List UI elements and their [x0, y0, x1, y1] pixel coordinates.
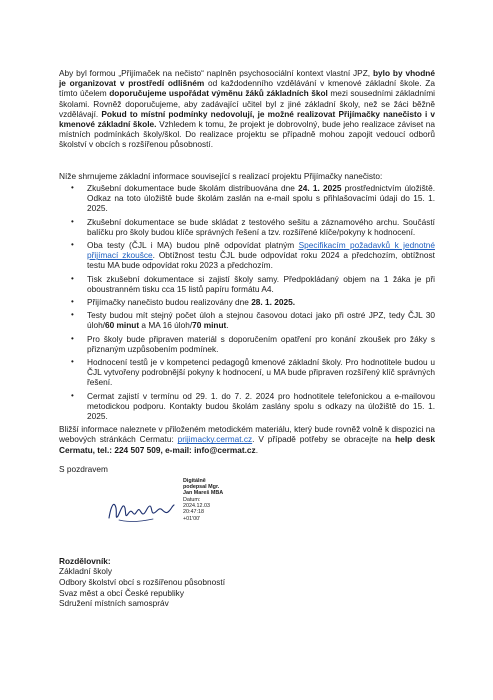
text-run: prostřednictvím úložiště. Odkaz na toto úložiště bude školám zaslán na e-mail spolu s přihlašovacími údaji do 15. 1. 2025.	[87, 183, 435, 214]
recipient-item: Základní školy	[59, 566, 113, 577]
signature-line: Digitálně	[183, 477, 206, 484]
recipient-item: Odbory školství obcí s rozšířenou působností	[59, 577, 226, 588]
text-run: mezi sousedními základními školami. Rovněž doporučujeme, aby zadávající učitel byl z jiné základní školy, než se žáci běžně vzdělávají.	[59, 88, 435, 119]
text-run: Bližší informace naleznete v přiloženém metodickém materiálu, který bude rovněž volně k dispozici na webových stránkách Cermatu:	[59, 424, 435, 445]
signature-block	[59, 478, 435, 556]
list-item	[59, 274, 435, 294]
bullet-icon: •	[71, 216, 74, 226]
recipient-item: Svaz měst a obcí České republiky	[59, 587, 184, 598]
bullet-icon: •	[71, 357, 74, 367]
intro-paragraph	[59, 68, 435, 171]
distribution-header: Rozdělovník:	[59, 555, 111, 566]
list-intro: Níže shrnujeme základní informace související s realizací projektu Přijímačky nanečisto:	[59, 171, 383, 181]
bold-run: doporučujeme uspořádat výměnu žáků základních škol	[109, 88, 328, 99]
text-run: Cermat zajistí v termínu od 29. 1. do 7. 2. 2024 pro hodnotitele telefonickou a e-mailovou metodickou podporu. Kontakty budou školám zaslány spolu s odkazy na úložiště do 15. 1. 2025.	[87, 390, 435, 422]
text-run: .	[255, 444, 259, 455]
helpdesk-contact: help desk Cermatu, tel.: 224 507 509, e-mail: info@cermat.cz	[59, 434, 435, 455]
distribution-list	[59, 556, 435, 609]
list-item	[59, 297, 435, 307]
text-run: od každodenního vzdělávání v kmenové základní škole. Za tímto účelem	[59, 78, 435, 99]
list-item	[59, 334, 435, 354]
signature-line: +01'00'	[183, 515, 201, 522]
list-item	[59, 183, 435, 214]
bold-run: 28. 1. 2025.	[251, 297, 296, 308]
document-page	[59, 68, 435, 609]
greeting: S pozdravem	[59, 463, 108, 474]
bullet-icon: •	[71, 390, 74, 400]
text-run: . V případě potřeby se obracejte na	[252, 434, 396, 445]
text-run: Vzhledem k tomu, že projekt je dobrovolný, bude jeho realizace záviset na místních podmínkách školy/škol. Do realizace projektu se případně mohou zapojit vedoucí odborů školství v obcích s rozšířenou působností.	[59, 119, 435, 150]
bold-run: 70 minut	[192, 320, 227, 331]
list-item	[59, 357, 435, 388]
text-run: Zkušební dokumentace se bude skládat z testového sešitu a záznamového archu. Součástí balíčku pro školy budou klíče správných řešení a tzv. rozšířené klíče/pokyny k hodnocení.	[87, 216, 435, 237]
text-run: Aby byl formou „Přijímaček na nečisto“ naplněn psychosociální kontext vlastní JPZ,	[59, 68, 373, 78]
list-item	[59, 391, 435, 422]
text-run: Testy budou mít stejný počet úloh a stejnou časovou dotaci jako při ostré JPZ, tedy ČJL 30 úloh/	[87, 310, 435, 331]
bullet-icon: •	[71, 240, 74, 250]
bullet-icon: •	[71, 297, 74, 307]
text-run: Hodnocení testů je v kompetenci pedagogů kmenové základní školy. Pro hodnotitele budou u ČJL vytvořeny podrobnější pokyny k hodnocení, u MA bude připraven rozšířený klíč správných řešení.	[87, 357, 435, 388]
text-run: Pro školy bude připraven materiál s doporučením opatření pro konání zkoušek pro žáky s přiznaným uzpůsobením podmínek.	[87, 333, 435, 354]
text-run: Zkušební dokumentace bude školám distribuována dne	[87, 183, 299, 193]
text-run: a MA 16 úloh/	[139, 320, 193, 331]
handwritten-signature	[105, 492, 177, 526]
text-run: . Obtížnost testu ČJL bude odpovídat roku 2024 a předchozím, obtížnost testu MA bude odpovídat roku 2023 a předchozím.	[87, 250, 435, 271]
bullet-icon: •	[71, 333, 74, 343]
bold-run: bylo by vhodné je organizovat v prostředí odlišném	[59, 68, 435, 89]
list-item	[59, 240, 435, 271]
bullet-icon: •	[71, 273, 74, 283]
signature-line: Jan Mareš MBA	[183, 490, 224, 497]
list-item	[59, 217, 435, 237]
bullet-icon: •	[71, 183, 74, 192]
bold-run: Pokud to místní podmínky nedovolují, je možné realizovat Přijímačky nanečisto i v kmenové základní škole.	[59, 108, 435, 130]
specification-link[interactable]: Specifikacím požadavků k jednotné přijímací zkoušce	[87, 240, 436, 261]
text-run: .	[226, 320, 229, 331]
digital-signature-info	[183, 478, 223, 522]
signature-line: Datum:	[183, 496, 201, 503]
bold-run: 24. 1. 2025	[298, 183, 342, 193]
info-bullet-list	[59, 183, 435, 421]
closing-paragraph	[59, 424, 435, 455]
list-item	[59, 310, 435, 330]
signature-line: 2024.12.03	[183, 503, 210, 510]
text-run: Tisk zkušební dokumentace si zajistí školy samy. Předpokládaný objem na 1 žáka je při oboustranném tisku cca 15 listů papíru formátu A4.	[87, 273, 435, 294]
signature-line: podepsal Mgr.	[183, 484, 220, 491]
bold-run: 60 minut	[105, 320, 140, 331]
bullet-icon: •	[71, 310, 74, 320]
recipient-item: Sdružení místních samospráv	[59, 598, 169, 609]
text-run: Přijímačky nanečisto budou realizovány dne	[87, 297, 252, 308]
text-run: Oba testy (ČJL i MA) budou plně odpovídat platným	[87, 240, 299, 251]
signature-line: 20:47:18	[183, 509, 204, 516]
website-link[interactable]: prijimacky.cermat.cz	[177, 434, 253, 445]
